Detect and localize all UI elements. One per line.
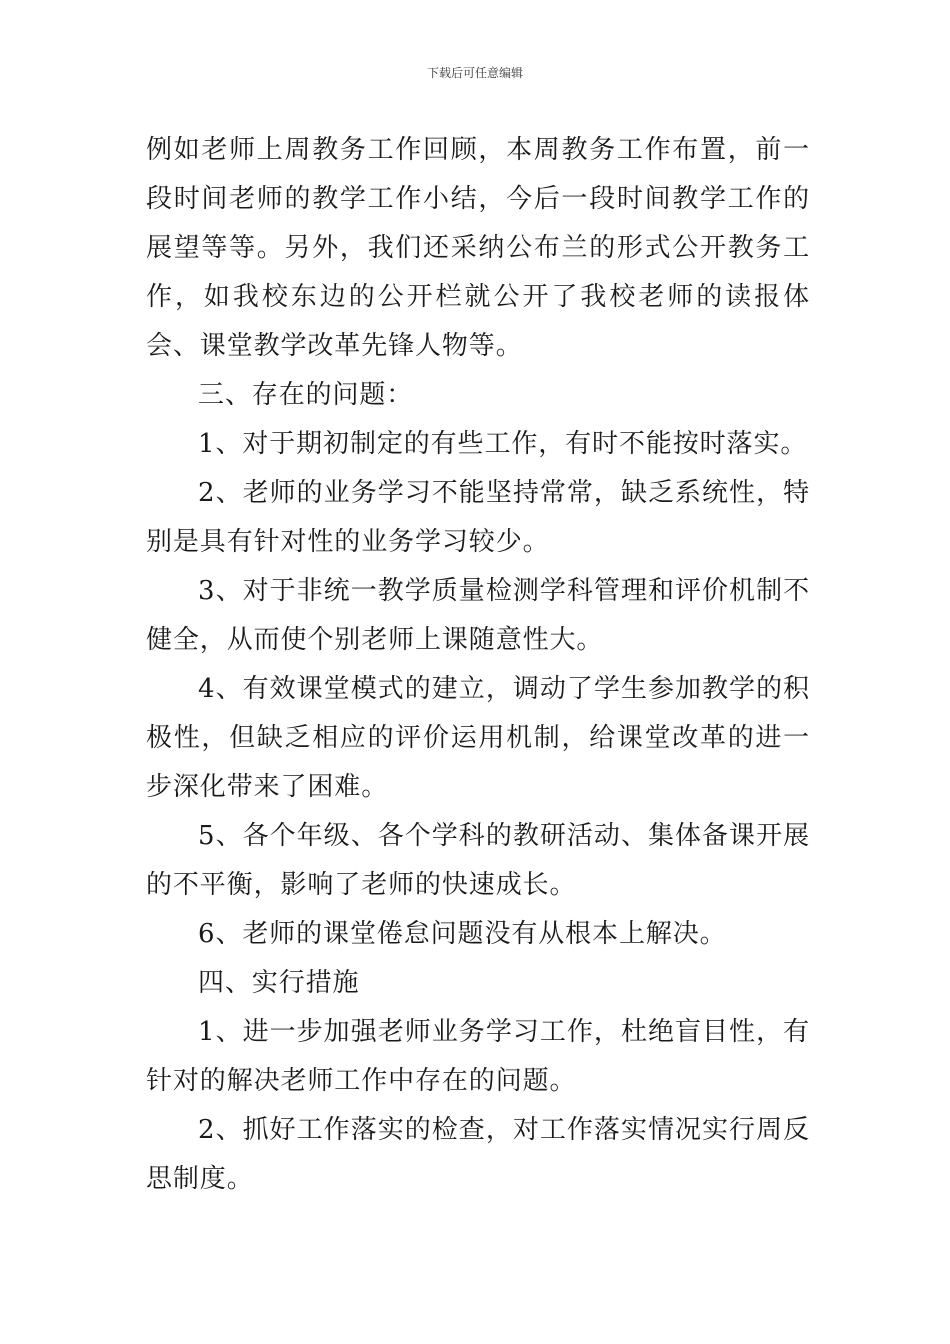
problem-item-6: 6、老师的课堂倦怠问题没有从根本上解决。 bbox=[198, 919, 727, 949]
paragraph-continuation: 例如老师上周教务工作回顾，本周教务工作布置，前一段时间老师的教学工作小结，今后一段时间教学工作的展望等等。另外，我们还采纳公布兰的形式公开教务工作，如我校东边的公开栏就公开了我校老师的读报体会、课堂教学改革先锋人物等。 bbox=[146, 135, 810, 361]
problem-item-4: 4、有效课堂模式的建立，调动了学生参加教学的积极性，但缺乏相应的评价运用机制，给课堂改革的进一步深化带来了困难。 bbox=[146, 674, 810, 802]
problem-item-3: 3、对于非统一教学质量检测学科管理和评价机制不健全，从而使个别老师上课随意性大。 bbox=[146, 576, 810, 655]
page-header-note: 下载后可任意编辑 bbox=[426, 66, 523, 80]
document-body bbox=[146, 126, 810, 1204]
problem-item-5: 5、各个年级、各个学科的教研活动、集体备课开展的不平衡，影响了老师的快速成长。 bbox=[146, 821, 810, 900]
problem-item-1: 1、对于期初制定的有些工作，有时不能按时落实。 bbox=[198, 429, 808, 459]
measure-item-1: 1、进一步加强老师业务学习工作，杜绝盲目性，有针对的解决老师工作中存在的问题。 bbox=[146, 1017, 810, 1096]
problem-item-2: 2、老师的业务学习不能坚持常常，缺乏系统性，特别是具有针对性的业务学习较少。 bbox=[146, 478, 810, 557]
measure-item-2: 2、抓好工作落实的检查，对工作落实情况实行周反思制度。 bbox=[146, 1115, 810, 1194]
section-heading-measures: 四、实行措施 bbox=[198, 968, 360, 998]
section-heading-problems: 三、存在的问题： bbox=[198, 380, 414, 410]
